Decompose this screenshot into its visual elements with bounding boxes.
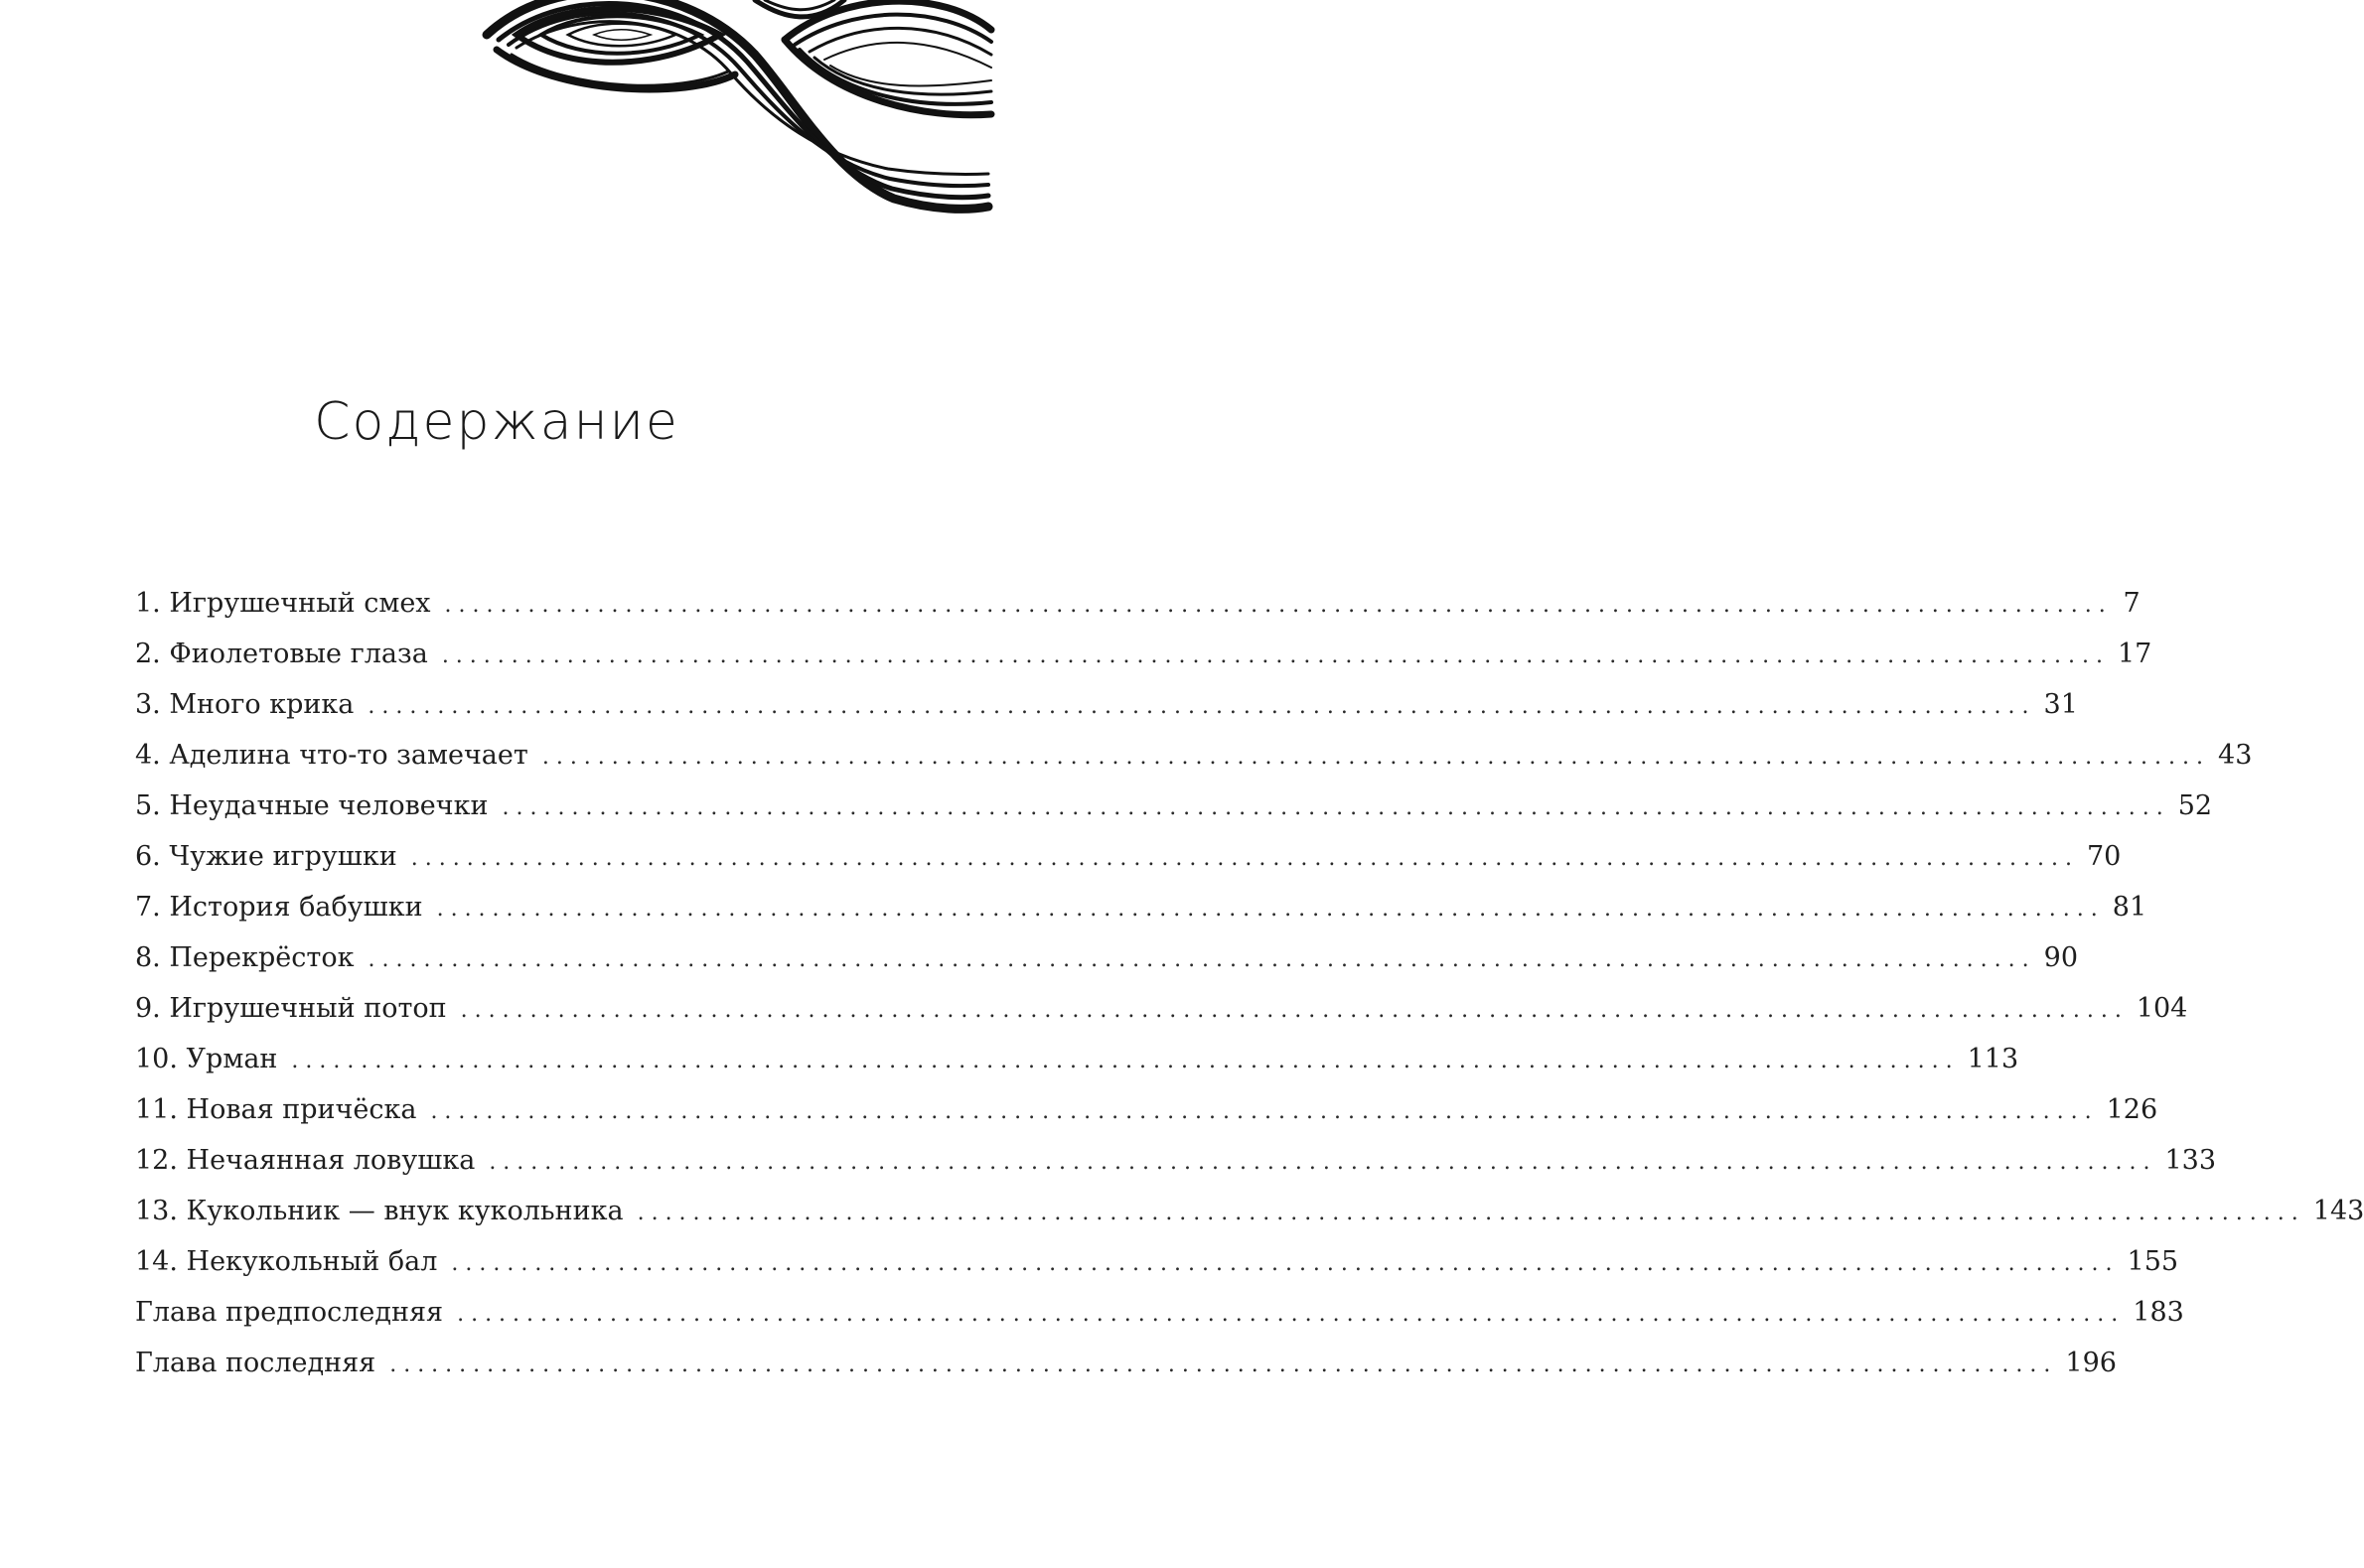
toc-dot-leader: ........................................................................................................................ (541, 745, 2211, 770)
toc-entry[interactable] (135, 1338, 2117, 1388)
toc-entry[interactable] (135, 730, 2253, 781)
toc-dot-leader: ........................................................................................................................ (368, 694, 2036, 719)
toc-entry[interactable] (135, 1084, 2158, 1135)
toc-entry-page-number: 17 (2118, 639, 2152, 669)
toc-dot-leader: ........................................................................................................................ (441, 643, 2110, 668)
toc-dot-leader: ........................................................................................................................ (457, 1302, 2126, 1327)
toc-entry-page-number: 43 (2218, 740, 2253, 771)
toc-entry[interactable] (135, 1236, 2179, 1287)
toc-entry-title: 10. Урман (135, 1044, 278, 1074)
toc-entry-title: 4. Аделина что-то замечает (135, 740, 528, 771)
toc-entry[interactable] (135, 932, 2079, 983)
toc-dot-leader: ........................................................................................................................ (291, 1049, 1960, 1073)
toc-entry-title: 13. Кукольник — внук кукольника (135, 1196, 624, 1226)
toc-entry-page-number: 126 (2106, 1094, 2158, 1125)
toc-entry-page-number: 155 (2127, 1246, 2179, 1277)
toc-entry-title: Глава предпоследняя (135, 1297, 444, 1328)
toc-entry-title: 11. Новая причёска (135, 1094, 417, 1125)
toc-entry-page-number: 7 (2123, 588, 2141, 619)
toc-entry[interactable] (135, 1034, 2019, 1084)
table-of-contents (135, 578, 2364, 1388)
toc-entry-title: 2. Фиолетовые глаза (135, 639, 428, 669)
toc-entry[interactable] (135, 983, 2188, 1034)
toc-entry-title: 12. Нечаянная ловушка (135, 1145, 476, 1176)
toc-entry[interactable] (135, 1186, 2364, 1236)
toc-entry-page-number: 81 (2112, 892, 2147, 923)
toc-dot-leader: ........................................................................................................................ (637, 1201, 2305, 1225)
toc-entry[interactable] (135, 1287, 2184, 1338)
toc-entry-page-number: 70 (2086, 841, 2122, 872)
toc-entry-title: Глава последняя (135, 1348, 376, 1378)
decorative-ornament (0, 0, 993, 228)
toc-entry-title: 8. Перекрёсток (135, 942, 355, 973)
toc-dot-leader: ........................................................................................................................ (502, 795, 2170, 820)
toc-dot-leader: ........................................................................................................................ (436, 897, 2105, 922)
toc-entry-page-number: 90 (2043, 942, 2079, 973)
toc-entry[interactable] (135, 781, 2213, 831)
toc-entry[interactable] (135, 882, 2147, 932)
toc-entry[interactable] (135, 831, 2122, 882)
toc-entry-title: 6. Чужие игрушки (135, 841, 397, 872)
toc-entry-page-number: 52 (2177, 790, 2213, 821)
page-title: Содержание (314, 392, 679, 452)
toc-entry[interactable] (135, 629, 2152, 679)
toc-dot-leader: ........................................................................................................................ (444, 593, 2113, 618)
toc-entry-title: 14. Некукольный бал (135, 1246, 438, 1277)
toc-dot-leader: ........................................................................................................................ (451, 1251, 2120, 1276)
toc-entry-title: 3. Много крика (135, 689, 355, 720)
toc-entry-page-number: 31 (2043, 689, 2078, 720)
toc-entry-page-number: 196 (2065, 1348, 2117, 1378)
toc-dot-leader: ........................................................................................................................ (430, 1099, 2099, 1124)
toc-entry-page-number: 143 (2312, 1196, 2364, 1226)
toc-dot-leader: ........................................................................................................................ (368, 947, 2036, 972)
toc-entry-title: 7. История бабушки (135, 892, 423, 923)
toc-entry-page-number: 183 (2133, 1297, 2184, 1328)
toc-entry-title: 9. Игрушечный потоп (135, 993, 447, 1024)
toc-dot-leader: ........................................................................................................................ (460, 998, 2129, 1023)
toc-entry-page-number: 113 (1967, 1044, 2019, 1074)
toc-entry-page-number: 104 (2136, 993, 2188, 1024)
toc-dot-leader: ........................................................................................................................ (389, 1353, 2058, 1377)
toc-dot-leader: ........................................................................................................................ (410, 846, 2079, 871)
toc-entry-title: 5. Неудачные человечки (135, 790, 489, 821)
toc-entry[interactable] (135, 1135, 2217, 1186)
toc-entry-title: 1. Игрушечный смех (135, 588, 431, 619)
toc-entry-page-number: 133 (2164, 1145, 2217, 1176)
toc-entry[interactable] (135, 578, 2141, 629)
toc-dot-leader: ........................................................................................................................ (489, 1150, 2157, 1175)
toc-entry[interactable] (135, 679, 2078, 730)
